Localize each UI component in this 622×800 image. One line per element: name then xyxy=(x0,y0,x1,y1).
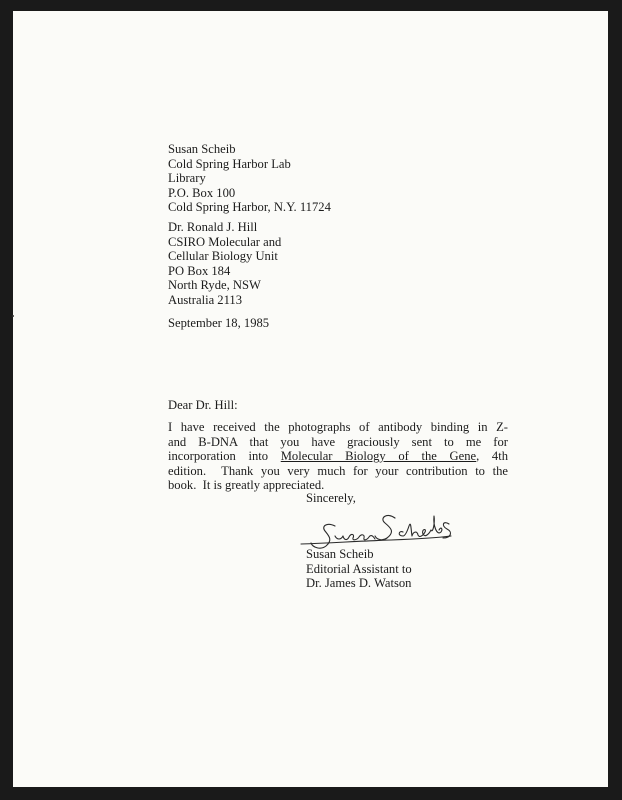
recipient-line: CSIRO Molecular and xyxy=(168,234,282,249)
recipient-line: Dr. Ronald J. Hill xyxy=(168,220,258,234)
recipient-line: PO Box 184 xyxy=(168,263,231,278)
body-line: and B-DNA that you have graciously sent to me for xyxy=(168,434,508,449)
letter-body xyxy=(168,420,508,493)
sender-line: Cold Spring Harbor, N.Y. 11724 xyxy=(168,200,331,214)
signer-title: Editorial Assistant to xyxy=(306,561,412,576)
sender-address xyxy=(168,142,331,215)
signer-affiliation: Dr. James D. Watson xyxy=(306,576,412,590)
recipient-line: Cellular Biology Unit xyxy=(168,249,278,263)
body-line: I have received the photographs of antibody binding in Z- xyxy=(168,420,508,434)
recipient-line: Australia 2113 xyxy=(168,292,243,307)
signature-block xyxy=(306,547,412,591)
letter-page xyxy=(13,11,608,787)
sender-line: Susan Scheib xyxy=(168,142,236,156)
salutation: Dear Dr. Hill: xyxy=(168,398,238,412)
sender-line: Cold Spring Harbor Lab xyxy=(168,156,291,171)
sender-line: P.O. Box 100 xyxy=(168,185,236,200)
recipient-line: North Ryde, NSW xyxy=(168,278,261,292)
body-line xyxy=(168,449,508,464)
body-line: book. It is greatly appreciated. xyxy=(168,478,325,492)
body-text: incorporation into xyxy=(168,449,281,463)
letter-date: September 18, 1985 xyxy=(168,316,270,330)
stray-mark xyxy=(12,315,14,317)
handwritten-signature xyxy=(291,496,461,554)
signer-name: Susan Scheib xyxy=(306,547,374,561)
body-text: , 4th xyxy=(476,449,508,463)
closing: Sincerely, xyxy=(306,491,356,505)
book-title: Molecular Biology of the Gene xyxy=(280,449,477,463)
sender-line: Library xyxy=(168,171,206,185)
recipient-address xyxy=(168,220,281,307)
body-line: edition. Thank you very much for your contribution to the xyxy=(168,463,508,478)
